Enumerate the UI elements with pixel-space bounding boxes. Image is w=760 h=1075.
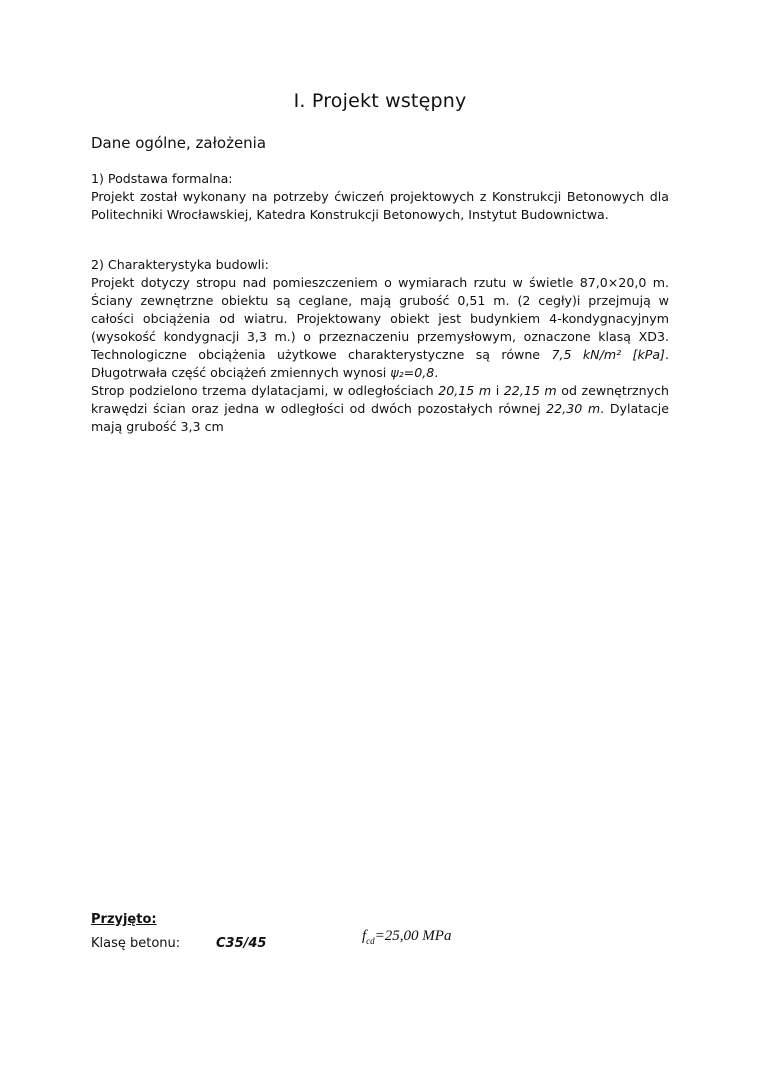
section-heading: 2) Charakterystyka budowli: [91, 257, 269, 272]
section-paragraph: Projekt dotyczy stropu nad pomieszczeniem o wymiarach rzutu w świetle 87,0×20,0 m. Ściany zewnętrzne obiektu są ceglane, mają grubość 0,51 m. (2 cegły)i przejmują w całości obciążenia od wiatru. Projektowany obiekt jest budynkiem 4-kondygnacyjnym (wysokość kondygnacji 3,3 m.) o przeznaczeniu przemysłowym, oznaczone klasą XD3. Technologiczne obciążenia użytkowe charakterystyczne są równe 7,5 kN/m² [kPa]. Długotrwała część obciążeń zmiennych wynosi ψ₂=0,8. [91, 275, 669, 380]
concrete-class-label: Klasę betonu: [91, 936, 181, 951]
section-subtitle: Dane ogólne, założenia [91, 134, 267, 152]
page-title: I. Projekt wstępny [293, 90, 467, 112]
section-formal-basis [91, 170, 669, 224]
section-heading: 1) Podstawa formalna: [91, 171, 233, 186]
section-paragraph: Projekt został wykonany na potrzeby ćwiczeń projektowych z Konstrukcji Betonowych dla Politechniki Wrocławskiej, Katedra Konstrukcji Betonowych, Instytut Budownictwa. [91, 189, 669, 222]
distance-value: 22,30 m [546, 401, 601, 416]
load-value: 7,5 kN/m² [kPa] [551, 347, 665, 362]
concrete-class-value: C35/45 [216, 936, 267, 951]
section-paragraph: Strop podzielono trzema dylatacjami, w odległościach 20,15 m i 22,15 m od zewnętrznych krawędzi ścian oraz jedna w odległości od dwóch pozostałych równej 22,30 m. Dylatacje mają grubość 3,3 cm [91, 383, 670, 434]
psi-value: ψ₂=0,8 [390, 365, 435, 380]
concrete-class-row [91, 936, 267, 951]
accepted-heading: Przyjęto: [91, 912, 157, 927]
fcd-formula: $f_{cd}=25,00$ MPa [362, 928, 452, 946]
section-building-characteristics [91, 256, 669, 436]
distance-value: 22,15 m [503, 383, 557, 398]
distance-value: 20,15 m [438, 383, 492, 398]
